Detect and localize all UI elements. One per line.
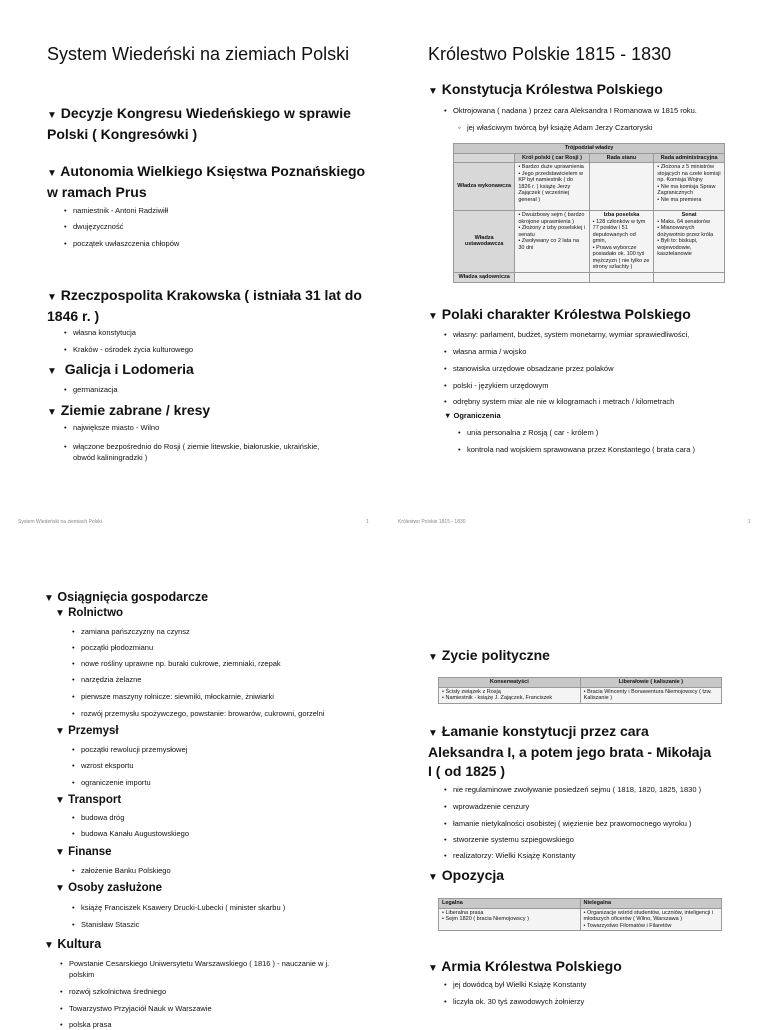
table-header: Rada administracyjna (654, 153, 725, 163)
heading-konstytucja: ▼ Konstytucja Królestwa Polskiego (428, 81, 663, 97)
footer-title: System Wiedeński na ziemiach Polski (18, 519, 102, 525)
cell-item: • Jego przedstawicielem w KP był namiestnik ( do 1826 r. ) książę Jerzy Zajączek ( wcześniej generał ) (518, 170, 583, 203)
list-item: • początek uwłaszczenia chłopów (64, 238, 373, 249)
table-cell (515, 272, 589, 282)
list-item: • Stanisław Staszic (72, 919, 381, 930)
slide-title: Królestwo Polskie 1815 - 1830 (428, 44, 672, 64)
table-header: Nielegalna (580, 899, 721, 909)
footer-title: Królestwo Polskie 1815 - 1830 (398, 519, 466, 525)
table-row-label: Władza ustawodawcza (454, 211, 515, 273)
table-row-label: Władza wykonawcza (454, 163, 515, 211)
table-cell (654, 211, 725, 273)
slide-system-wiedenski (0, 0, 384, 530)
list-item: • Oktrojowana ( nadana ) przez cara Aleksandra I Romanowa w 1815 roku. (444, 105, 773, 116)
list-item: • rozwój szkolnictwa średniego (60, 986, 369, 997)
heading-zycie: ▼ Zycie polityczne (428, 647, 550, 663)
heading-opozycja: ▼ Opozycja (428, 867, 505, 883)
list-item: • własny: parlament, budżet, system monetarny, wymiar sprawiedliwości, (444, 329, 773, 340)
table-cell (589, 163, 654, 211)
heading-decyzje: ▼ Decyzje Kongresu Wiedeńskiego w sprawie Polski ( Kongresówki ) (47, 105, 351, 142)
cell-item: • Liberalna prasa (442, 909, 484, 916)
list-item: • Kraków - ośrodek życia kulturowego (64, 344, 373, 355)
table-cell (580, 687, 721, 703)
cell-item: • Nie ma premiera (657, 196, 702, 203)
table-cell (654, 272, 725, 282)
list-item: • germanizacja (64, 384, 373, 395)
heading-lamanie: ▼ Łamanie konstytucji przez cara Aleksandra I, a potem jego brata - Mikołaja I ( od 1825 ) (428, 723, 712, 779)
cell-item: • Dwuizbowy sejm ( bardzo okrojone uprawnienia ) (518, 212, 585, 225)
list-item: • dwujęzyczność (64, 221, 373, 232)
heading-finanse: ▼ Finanse (55, 846, 112, 858)
list-item: • unia personalna z Rosją ( car - królem ) (458, 427, 767, 438)
list-item: • realizatorzy: Wielki Książę Konstanty (444, 850, 773, 861)
cell-item: • Sejm 1820 ( bracia Niemojowscy ) (442, 916, 529, 922)
opozycja-table (438, 898, 722, 931)
list-item: • kontrola nad wojskiem sprawowana przez Konstantego ( brata cara ) (458, 444, 767, 455)
list-item: • Towarzystwo Przyjaciół Nauk w Warszawie (60, 1003, 369, 1014)
cell-item: • Bardzo duże uprawnienia (518, 164, 584, 170)
heading-charakter: ▼ Polaki charakter Królestwa Polskiego (428, 306, 691, 322)
list-item: • stanowiska urzędowe obsadzane przez polaków (444, 363, 773, 374)
list-item: • nie regulaminowe zwoływanie posiedzeń sejmu ( 1818, 1820, 1825, 1830 ) (444, 784, 773, 795)
list-item: • łamanie nietykalności osobistej ( więzienie bez prawomocnego wyroku ) (444, 818, 773, 829)
list-item: • narzędzia żelazne (72, 674, 381, 685)
heading-autonomia: ▼ Autonomia Wielkiego Księstwa Poznańskiego w ramach Prus (47, 163, 366, 200)
list-item: • początki płodozmianu (72, 642, 381, 653)
list-item: • ograniczenie importu (72, 777, 381, 788)
list-item: • polski - językiem urzędowym (444, 380, 773, 391)
table-caption: Trójpodział władzy (454, 144, 725, 154)
list-item: • początki rewolucji przemysłowej (72, 744, 381, 755)
cell-item: • Byli to: biskupi, wojewodowie, kasztelanowie (657, 238, 698, 257)
list-item: • własna konstytucja (64, 327, 373, 338)
cell-item: • Maks. 64 senatorów (657, 218, 710, 225)
cell-title: Izba poselska (603, 212, 640, 218)
cell-item: • Bracia Wincenty i Bonawentura Niemojowscy ( tzw. Kaliszanie ) (583, 688, 712, 701)
list-item: • liczyła ok. 30 tyś zawodowych żołnierzy (444, 996, 773, 1007)
list-item: • jej dowódcą był Wielki Książę Konstanty (444, 979, 773, 990)
table-cell (439, 908, 581, 931)
table-corner (454, 153, 515, 163)
slide-osiagniecia (0, 560, 384, 1029)
slide-zycie-polityczne (384, 560, 768, 1024)
cell-item: • Nie ma komisja Spraw Zagranicznych (657, 183, 716, 196)
cell-item: • Złożony z izby poselskiej i senatu (518, 225, 586, 238)
heading-galicja: ▼ Galicja i Lodomeria (47, 361, 194, 377)
subheading-ograniczenia: ▼ Ograniczenia (444, 411, 501, 420)
list-item: • nowe rośliny uprawne np. buraki cukrowe, ziemniaki, rzepak (72, 658, 381, 669)
cell-item: • Mianowanych dożywotnio przez króla (657, 225, 714, 238)
list-item: • namiestnik - Antoni Radziwiłł (64, 205, 373, 216)
table-header: Konserwatyści (439, 678, 581, 688)
table-header: Król polski ( car Rosji ) (515, 153, 589, 163)
cell-item: • Ścisły związek z Rosją (442, 688, 501, 695)
list-item: • budowa Kanału Augustowskiego (72, 828, 381, 839)
table-cell (515, 211, 589, 273)
table-header: Liberałowie ( kaliszanie ) (580, 678, 721, 688)
zycie-table (438, 677, 722, 704)
table-cell (589, 211, 654, 273)
heading-kultura: ▼ Kultura (44, 937, 102, 951)
cell-item: • Prawa wyborcze posiadało ok. 100 tyś mężczyzn ( nie tylko ze strony szlachty ) (592, 244, 650, 270)
cell-item: • Namiestnik - książę J. Zajączek, Franciszek (442, 695, 553, 701)
slide-krolestwo-polskie (384, 0, 768, 530)
trojpodzial-table (453, 143, 725, 283)
cell-item: • Złożona z 5 ministrów stojących na czele komisji np. Komisja Wojny (657, 164, 721, 183)
heading-armia: ▼ Armia Królestwa Polskiego (428, 958, 622, 974)
table-cell (580, 908, 721, 931)
list-subitem: ◦ jej właściwym twórcą był książę Adam Jerzy Czartoryski (458, 122, 767, 133)
list-item: • wprowadzenie cenzury (444, 801, 773, 812)
cell-item: • Towarzystwo Filomatów i Filaretów (583, 922, 672, 929)
heading-osoby: ▼ Osoby zasłużone (55, 882, 163, 894)
list-item: • włączone bezpośrednio do Rosji ( ziemie litewskie, białoruskie, ukraińskie, obwód kaliningradzki ) (64, 441, 343, 463)
table-header: Legalna (439, 899, 581, 909)
list-item: • założenie Banku Polskiego (72, 865, 381, 876)
heading-ziemie: ▼ Ziemie zabrane / kresy (47, 402, 211, 418)
cell-item: • 128 członków w tym 77 posłów i 51 deputowanych od gmin, (592, 218, 646, 244)
list-item: • wzrost eksportu (72, 760, 381, 771)
list-item: • największe miasto - Wilno (64, 422, 373, 433)
table-cell (439, 687, 581, 703)
list-item: • stworzenie systemu szpiegowskiego (444, 834, 773, 845)
table-cell (654, 163, 725, 211)
heading-rolnictwo: ▼ Rolnictwo (55, 607, 124, 619)
cell-item: • Zwoływany co 2 lata na 30 dni (518, 238, 579, 251)
heading-przemysl: ▼ Przemysł (55, 725, 119, 737)
list-item: • pierwsze maszyny rolnicze: siewniki, młockarnie, żniwiarki (72, 691, 381, 702)
heading-transport: ▼ Transport (55, 794, 122, 806)
list-item: • Powstanie Cesarskiego Uniwersytetu Warszawskiego ( 1816 ) - nauczanie w j. polskim (60, 958, 349, 980)
list-item: • własna armia / wojsko (444, 346, 773, 357)
list-item: • rozwój przemysłu spożywczego, powstanie: browarów, cukrowni, gorzelni (72, 708, 386, 719)
footer-page: 1 (748, 519, 751, 525)
list-item: • zamiana pańszczyzny na czynsz (72, 626, 381, 637)
cell-item: • Organizacje wśród studentów, uczniów, inteligencji i młodszych oficerów ( Wilno, Warszawa ) (583, 909, 713, 922)
table-cell (589, 272, 654, 282)
heading-osiagniecia: ▼ Osiągnięcia gospodarcze (44, 590, 209, 604)
list-item: • odrębny system miar ale nie w kilogramach i metrach / kilometrach (444, 396, 773, 407)
table-header: Rada stanu (589, 153, 654, 163)
list-item: • budowa dróg (72, 812, 381, 823)
footer-page: 1 (366, 519, 369, 525)
table-cell (515, 163, 589, 211)
slide-title: System Wiedeński na ziemiach Polski (47, 44, 350, 64)
table-row-label: Władza sądownicza (454, 272, 515, 282)
list-item: • książę Franciszek Ksawery Drucki-Lubecki ( minister skarbu ) (72, 902, 381, 913)
cell-title: Senat (681, 212, 697, 218)
list-item: • polska prasa (60, 1019, 369, 1030)
heading-rzeczpospolita: ▼ Rzeczpospolita Krakowska ( istniała 31 lat do 1846 r. ) (47, 287, 362, 324)
